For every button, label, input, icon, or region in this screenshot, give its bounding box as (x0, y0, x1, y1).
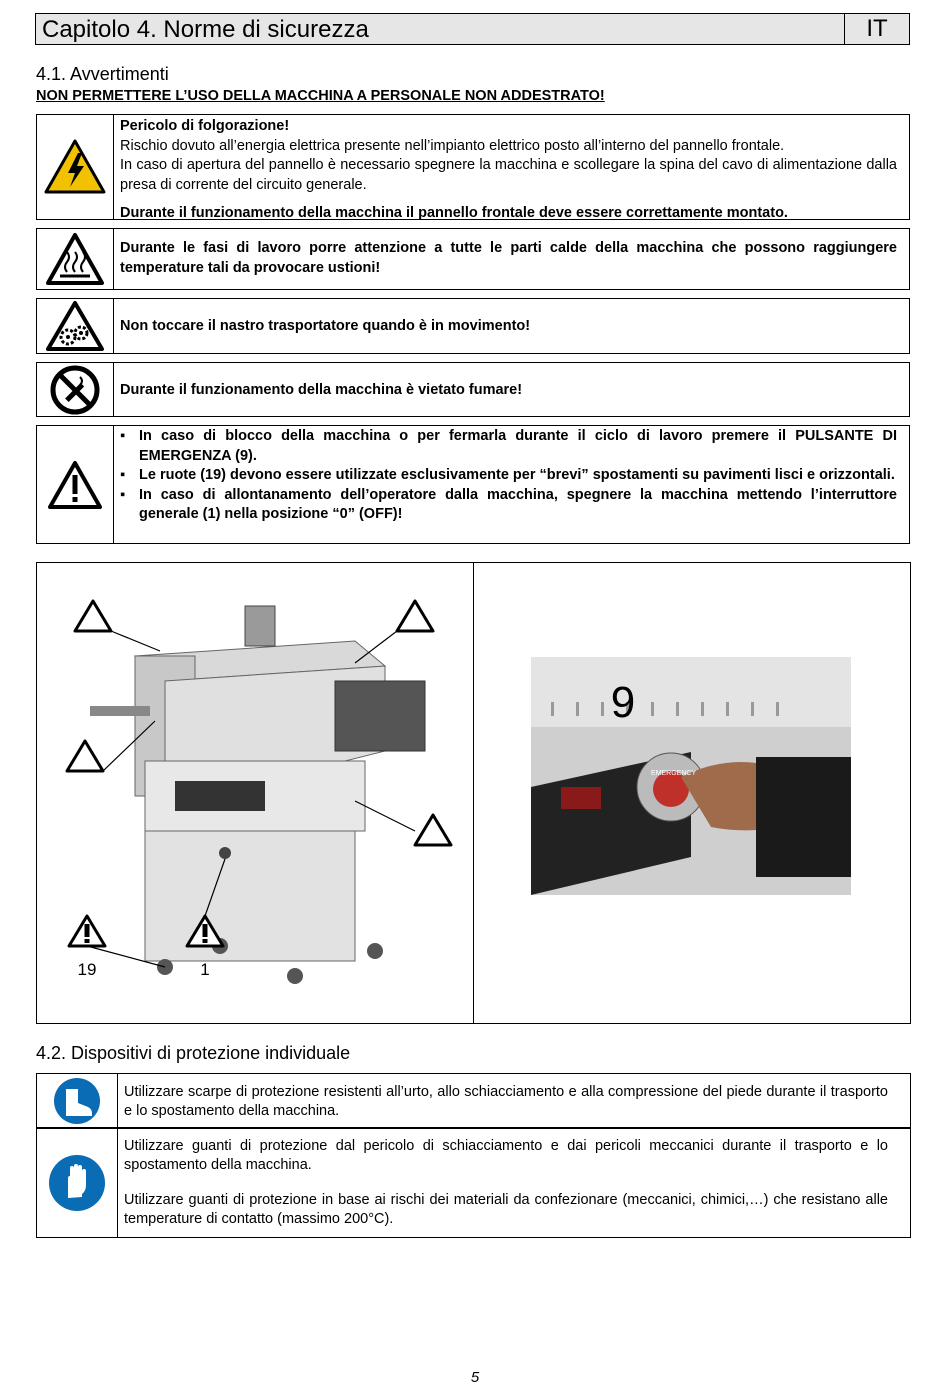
warning-title: Pericolo di folgorazione! (120, 118, 290, 134)
page-number: 5 (470, 1369, 480, 1386)
warning-text: Non toccare il nastro trasportatore quando è in movimento! (120, 318, 531, 334)
warning-note: Durante il funzionamento della macchina il pannello frontale deve essere correttamente montato. (120, 205, 788, 221)
no-smoking-icon (50, 365, 100, 415)
machine-illustration (55, 581, 465, 1001)
warning-text: Durante il funzionamento della macchina è vietato fumare! (120, 382, 523, 398)
electrical-hazard-icon (44, 139, 106, 195)
ppe-text: Utilizzare guanti di protezione in base ai rischi dei materiali da confezionare (meccanici, chimici,…) che resistano alle temperature di contatto (massimo 200°C). (124, 1192, 888, 1227)
moving-parts-icon (45, 300, 105, 352)
emergency-button-text: EMERGENCY (651, 770, 697, 777)
language-code: IT (844, 14, 909, 44)
section-title-ppe: 4.2. Dispositivi di protezione individuale (36, 1043, 351, 1063)
emergency-label: 9 (610, 678, 636, 727)
hot-surface-icon (45, 232, 105, 286)
list-item: ▪ In caso di blocco della macchina o per fermarla durante il ciclo di lavoro premere il PULSANTE DI EMERGENZA (9). (120, 427, 897, 466)
warning-moving-parts (36, 298, 910, 354)
general-warning-icon (47, 460, 103, 510)
safety-shoes-icon (53, 1077, 101, 1125)
figure-panel (36, 562, 911, 1024)
safety-gloves-icon (48, 1154, 106, 1212)
warning-text: In caso di apertura del pannello è necessario spegnere la macchina e scollegare la spina del cavo di alimentazione dalla presa di corrente del circuito generale. (120, 157, 897, 193)
ppe-gloves (36, 1127, 911, 1238)
list-item: ▪ Le ruote (19) devono essere utilizzate esclusivamente per “brevi” spostamenti su pavimenti lisci e orizzontali. (120, 466, 897, 486)
wheels-label: 19 (77, 960, 97, 979)
warning-no-smoking (36, 362, 910, 417)
section-title-warnings: 4.1. Avvertimenti (36, 64, 169, 84)
ppe-text: Utilizzare scarpe di protezione resistenti all’urto, allo schiacciamento e alla compressione del piede durante il trasporto e lo spostamento della macchina. (124, 1084, 888, 1119)
ppe-text: Utilizzare guanti di protezione dal pericolo di schiacciamento e dai pericoli meccanici durante il trasporto e lo spostamento della macchina. (124, 1138, 888, 1173)
warning-text: Durante le fasi di lavoro porre attenzione a tutte le parti calde della macchina che possono raggiungere temperature tali da provocare ustioni! (120, 240, 897, 276)
chapter-header (35, 13, 910, 45)
emergency-button-photo (531, 657, 851, 895)
chapter-title: Capitolo 4. Norme di sicurezza (42, 16, 369, 43)
warning-hot-surfaces (36, 228, 910, 290)
ppe-shoes (36, 1073, 911, 1129)
main-switch-label: 1 (200, 960, 210, 979)
list-item: ▪ In caso di allontanamento dell’operatore dalla macchina, spegnere la macchina mettendo l’interruttore generale (1) nella posizione “0” (OFF)! (120, 486, 897, 525)
training-warning: NON PERMETTERE L’USO DELLA MACCHINA A PERSONALE NON ADDESTRATO! (36, 88, 605, 104)
warning-text: Rischio dovuto all’energia elettrica presente nell’impianto elettrico posto all’interno del pannello frontale. (120, 137, 785, 154)
warning-general (36, 425, 910, 544)
warning-electrical (36, 114, 910, 220)
